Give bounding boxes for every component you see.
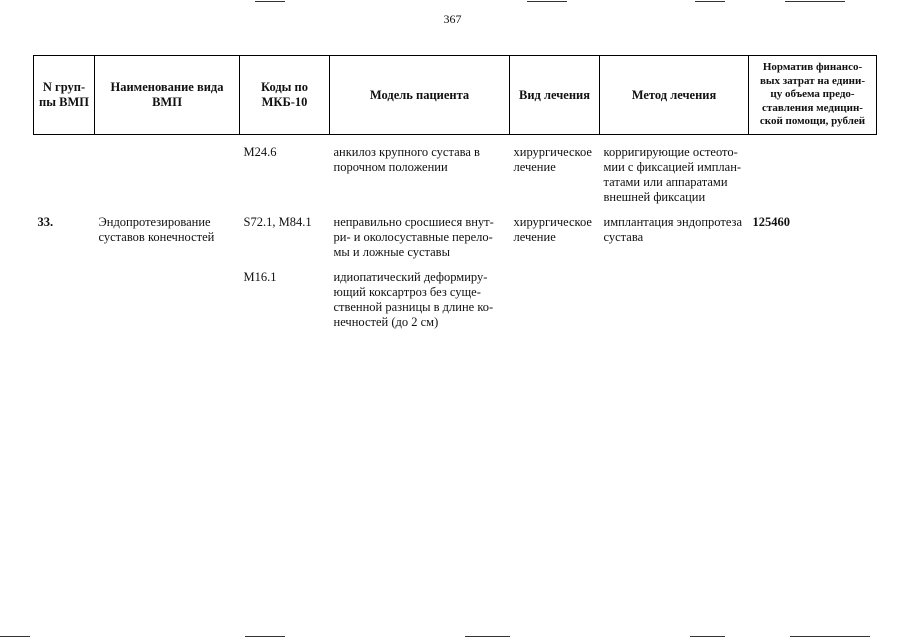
header-line: вых затрат на едини-: [759, 74, 865, 87]
cell-name: [95, 215, 240, 260]
cell-line: мы и ложные суставы: [333, 245, 450, 259]
scan-mark: [465, 636, 510, 637]
header-line: ВМП: [152, 95, 182, 109]
cell-codes: S72.1, M84.1: [243, 215, 312, 229]
table-row: [34, 215, 877, 260]
cell-norm: 125460: [752, 215, 790, 229]
cell-line: неправильно сросшиеся внут-: [333, 215, 494, 229]
spacer-cell: [34, 260, 877, 270]
cell-line: хирургическое: [513, 145, 592, 159]
spacer-row: [34, 260, 877, 270]
page-number: 367: [443, 12, 462, 26]
cell-patient: [330, 215, 510, 260]
scan-mark: [785, 1, 845, 2]
cell-line: суставов конечностей: [98, 230, 215, 244]
header-name: [95, 56, 240, 135]
table-row: [34, 270, 877, 330]
cell-norm: [749, 145, 877, 205]
cell-line: татами или аппаратами: [603, 175, 728, 189]
cell-line: нечностей (до 2 см): [333, 315, 439, 329]
cell-line: анкилоз крупного сустава в: [333, 145, 480, 159]
header-patient: [330, 56, 510, 135]
cell-treatment: [510, 270, 600, 330]
table-header-row: [34, 56, 877, 135]
cell-name: [95, 145, 240, 205]
cell-treatment: [510, 215, 600, 260]
scan-mark: [695, 1, 725, 2]
header-norm: [749, 56, 877, 135]
header-line: Вид лечения: [518, 87, 590, 102]
cell-line: имплантация эндопротеза: [603, 215, 743, 229]
cell-treatment: [510, 145, 600, 205]
header-line: МКБ-10: [261, 95, 308, 109]
cell-line: сустава: [603, 230, 644, 244]
cell-line: мии с фиксацией имплан-: [603, 160, 742, 174]
cell-patient: [330, 270, 510, 330]
header-group: [34, 56, 95, 135]
cell-line: ющий коксартроз без суще-: [333, 285, 481, 299]
cell-patient: [330, 145, 510, 205]
cell-line: идиопатический деформиру-: [333, 270, 488, 284]
scan-mark: [0, 636, 30, 637]
spacer-cell: [34, 205, 877, 215]
header-treatment: [510, 56, 600, 135]
header-line: Метод лечения: [631, 87, 717, 102]
cell-line: порочном положении: [333, 160, 448, 174]
scan-mark: [790, 636, 870, 637]
header-line: Наименование вида: [110, 80, 224, 94]
scan-mark: [255, 1, 285, 2]
header-codes: [240, 56, 330, 135]
table-row: [34, 145, 877, 205]
cell-group: [34, 145, 95, 205]
spacer-row: [34, 135, 877, 146]
header-line: Модель пациента: [369, 87, 470, 102]
cell-group: 33.: [37, 215, 54, 229]
spacer-cell: [34, 135, 877, 146]
scan-mark: [245, 636, 285, 637]
cell-method: [600, 215, 749, 260]
header-line: ской помощи, рублей: [759, 115, 866, 128]
cell-line: лечение: [513, 160, 556, 174]
cell-group: [34, 270, 95, 330]
header-line: пы ВМП: [39, 95, 89, 109]
cell-method: [600, 270, 749, 330]
scan-mark: [690, 636, 725, 637]
cell-codes: M16.1: [243, 270, 277, 284]
header-line: ставления медицин-: [762, 101, 863, 114]
cell-line: корригирующие остеото-: [603, 145, 738, 159]
cell-name: [95, 270, 240, 330]
vmp-table: [33, 55, 877, 330]
spacer-row: [34, 205, 877, 215]
cell-line: внешней фиксации: [603, 190, 706, 204]
header-method: [600, 56, 749, 135]
header-line: Норматив финансо-: [762, 61, 863, 74]
scan-mark: [527, 1, 567, 2]
header-line: цу объема предо-: [770, 88, 855, 101]
header-line: Коды по: [261, 80, 308, 94]
cell-line: лечение: [513, 230, 556, 244]
header-line: N груп-: [42, 80, 86, 94]
cell-method: [600, 145, 749, 205]
cell-line: Эндопротезирование: [98, 215, 211, 229]
cell-line: хирургическое: [513, 215, 592, 229]
cell-line: ри- и околосуставные перело-: [333, 230, 493, 244]
cell-norm: [749, 270, 877, 330]
cell-line: ственной разницы в длине ко-: [333, 300, 494, 314]
cell-codes: M24.6: [243, 145, 277, 159]
